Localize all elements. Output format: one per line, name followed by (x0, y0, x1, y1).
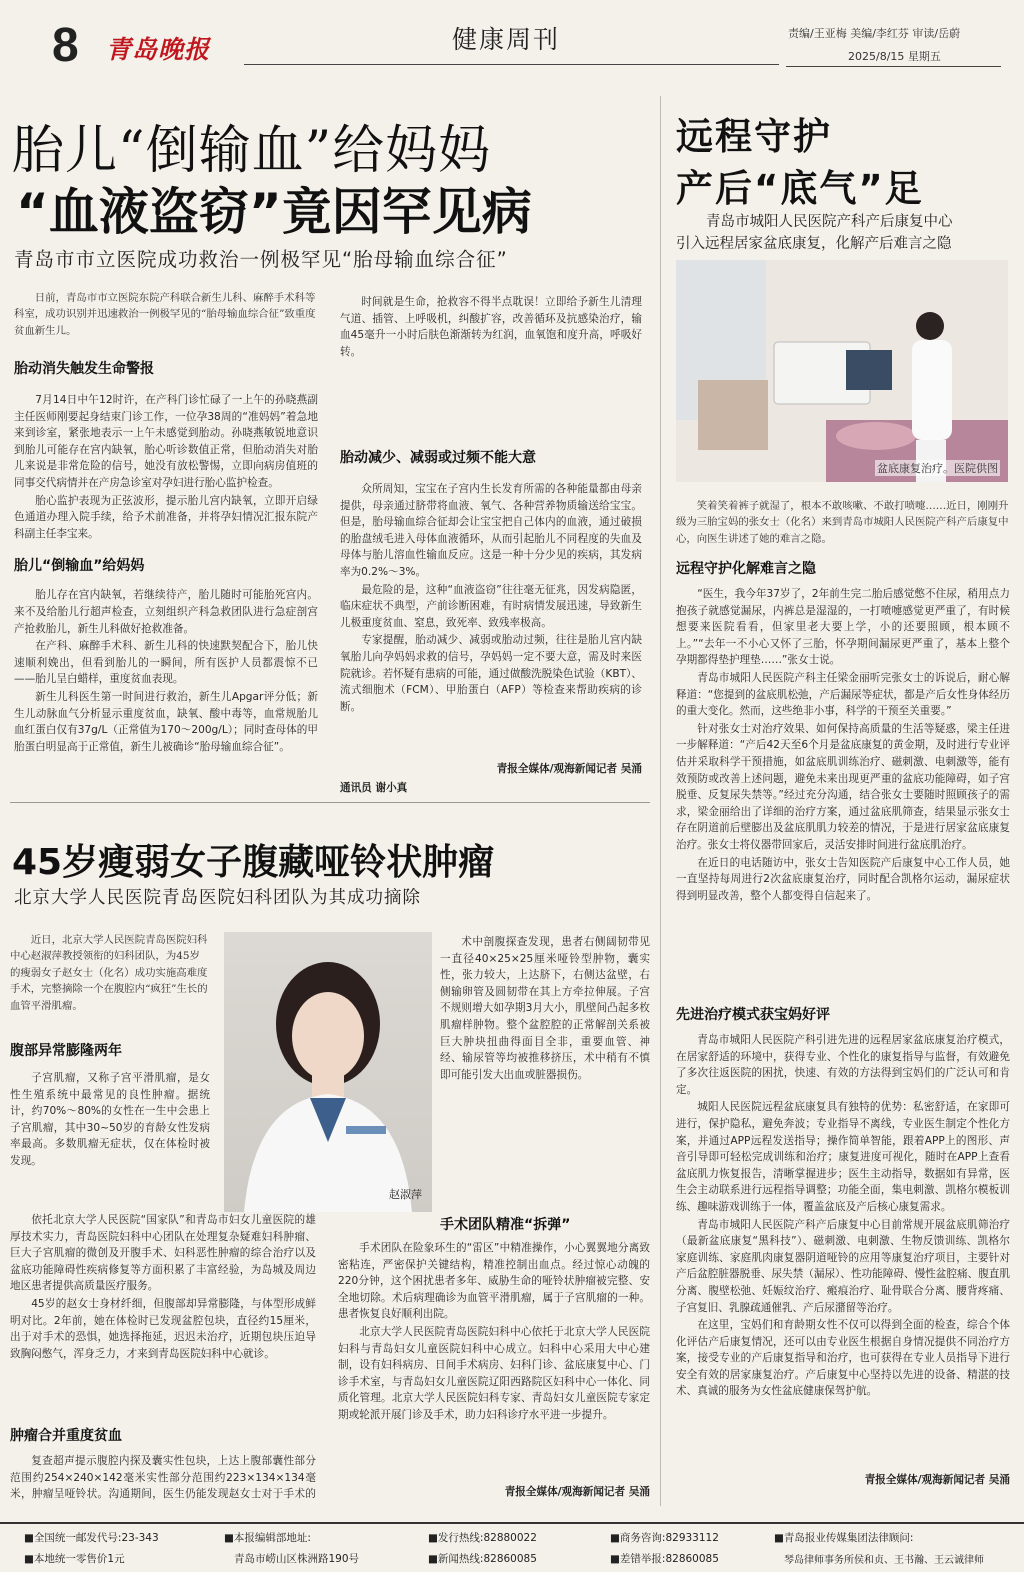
footer-item (224, 1530, 359, 1566)
article1-col2 (340, 294, 642, 794)
article1-byline-reporter: 青报全媒体/观海新闻记者 吴涌 (496, 763, 642, 775)
article3-section2-heading: 先进治疗模式获宝妈好评 (676, 1007, 830, 1023)
footer-rule (0, 1522, 1024, 1524)
article2-col2-wide (338, 1240, 650, 1502)
paragraph: 在产科、麻醉手术科、新生儿科的快速默契配合下，胎儿快速顺利娩出，但看到胎儿的一瞬间，所有医护人员都震惊不已——胎儿呈白蜡样，重度贫血表现。 (14, 640, 318, 686)
article1-section2-body (14, 587, 318, 756)
article2-section2-body (10, 1453, 316, 1500)
article3-section1-heading: 远程守护化解难言之隐 (676, 561, 816, 577)
footer-line: ■新闻热线:82860085 (428, 1553, 537, 1565)
footer-line: ■商务咨询:82933112 (610, 1532, 719, 1544)
article3-lead: 笑着笑着裤子就湿了，根本不敢咳嗽、不敢打喷嚏……近日，刚刚升级为三胎宝妈的张女士（化名）来到青岛市城阳人民医院产科产后康复中心，向医生讲述了她的难言之隐。 (676, 500, 1009, 545)
article2-section1-heading: 腹部异常膨隆两年 (10, 1043, 122, 1059)
column-divider (660, 96, 661, 1506)
article1-section2-heading: 胎儿“倒输血”给妈妈 (14, 558, 145, 575)
paragraph: 胎心监护表现为正弦波形，提示胎儿宫内缺氧，立即开启绿色通道办理入院手续，给予术前准备，并将孕妇情况汇报东院产科副主任李宝来。 (14, 494, 318, 540)
article1-bottom-rule (10, 802, 650, 803)
clinic-scene-illustration (676, 260, 1008, 482)
article1-section1-heading: 胎动消失触发生命警报 (14, 361, 154, 377)
article3-subtitle-line1: 青岛市城阳人民医院产科产后康复中心 (706, 214, 953, 230)
paragraph: 术中剖腹探查发现，患者右侧阔韧带见一直径40×25×25厘米哑铃型肿物，囊实性，张力较大，上达脐下，右侧达盆壁，右侧输卵管及圆韧带在其上方牵拉伸展。子宫不规则增大如孕期3月大小，肌壁间凸起多枚肌瘤样肿物。整个盆腔腔的正常解剖关系被巨大肿块扭曲得面目全非，重要血管、神经、输尿管等均被推移挤压，术中稍有不慎即可能引发大出血或脏器损伤。 (440, 936, 650, 1081)
paragraph: 城阳人民医院远程盆底康复具有独特的优势：私密舒适，在家即可进行，保护隐私，避免奔波；专业指导不离线，专业医生制定个性化方案，并通过APP远程发送指导；操作简单智能，跟着APP上的图形、声音引导即可轻松完成训练和治疗；康复进度可视化，随时在APP上查看盆底肌力恢复报告，清晰掌握进步；医生主动指导，数据如有异常，医生会主动联系进行远程指导调整；功能全面，集电刺激、凯格尔模板训练、趣味游戏训练于一体，覆盖盆底及产后核心康复需求。 (676, 1101, 1010, 1213)
footer-line: ■本报编辑部地址: (224, 1532, 311, 1544)
article1-title-line2: “血液盗窃”竟因罕见病 (16, 183, 532, 241)
paragraph: 依托北京大学人民医院“国家队”和青岛市妇女儿童医院的雄厚技术实力，青岛医院妇科中心团队在处理复杂疑难妇科肿瘤、巨大子宫肌瘤的微创及开腹手术、妇科恶性肿瘤的综合治疗以及盆底功能障碍性疾病修复等方面积累了丰富经验，为岛城及周边地区患者提供高质量医疗服务。 (10, 1214, 316, 1293)
article3-body (676, 498, 1010, 1504)
paragraph: 专家提醒，胎动减少、减弱或胎动过频，往往是胎儿宫内缺氧胎儿向孕妈妈求救的信号，孕妈妈一定不要大意，需及时来医院就诊。若怀疑有患病的可能，通过做酸洗脱染色试验（KBT）、流式细胞术（FCM）、甲胎蛋白（AFP）等检查来帮助疾病的诊断。 (340, 634, 642, 713)
pelvic-rehab-photo (676, 260, 1008, 482)
article3-section1-body (676, 586, 1010, 992)
footer-item (610, 1530, 719, 1566)
section-name: 健康周刊 (452, 25, 561, 54)
article2-lead: 近日，北京大学人民医院青岛医院妇科中心赵淑萍教授领衔的妇科团队，为45岁的瘦弱女子赵女士（化名）成功实施高难度手术，完整摘除一个在腹腔内“疯狂”生长的血管平滑肌瘤。 (10, 934, 208, 1012)
paragraph: 在近日的电话随访中，张女士告知医院产后康复中心工作人员，她一直坚持每周进行2次盆底康复治疗，同时配合凯格尔运动，漏尿症状得到明显改善，整个人都变得自信起来了。 (676, 856, 1010, 902)
portrait-caption: 赵淑萍 (389, 1188, 422, 1201)
footer-line: ■全国统一邮发代号:23-343 (24, 1532, 159, 1544)
article1-title-line1: 胎儿“倒输血”给妈妈 (12, 121, 492, 181)
article1-section3-heading: 胎动减少、减弱或过频不能大意 (340, 450, 536, 466)
paragraph: 青岛市城阳人民医院产科产后康复中心目前常规开展盆底肌筛治疗（最新盆底康复“黑科技”）、磁刺激、电刺激、生物反馈训练、凯格尔家庭训练、家庭肌肉康复器阴道哑铃的应用等康复治疗项目，主要针对产后盆腔脏器脱垂、尿失禁（漏尿）、性功能障碍、慢性盆腔痛、腹直肌分离、腹壁松弛、妊娠纹治疗、瘢痕治疗、耻骨联合分离、腰背疼痛、子宫复旧、乳腺疏通催乳、产后尿潴留等治疗。 (676, 1218, 1010, 1314)
paragraph: 在这里，宝妈们和育龄期女性不仅可以得到全面的检查，综合个体化评估产后康复情况，还可以由专业医生根据自身情况提供不同治疗方案，接受专业的产后康复指导和治疗，也可获得在专业人员指导下进行安全有效的居家康复治疗。产后康复中心坚持以先进的设备、精湛的技术、真诚的服务为女性盆底健康保驾护航。 (676, 1319, 1010, 1398)
article1-section3-body (340, 481, 642, 759)
article2-title: 45岁瘦弱女子腹藏哑铃状肿瘤 (12, 842, 495, 883)
article3-title-line1: 远程守护 (676, 115, 832, 158)
paragraph: 时间就是生命，抢救容不得半点耽误！立即给予新生儿清理气道、插管、上呼吸机，纠酸扩容，改善循环及抗感染治疗，输血45毫升一小时后肤色渐渐转为红润，血氧饱和度升高，呼吸好转。 (340, 296, 642, 358)
article1-byline-correspondent: 通讯员 谢小真 (340, 782, 408, 794)
article2-byline: 青报全媒体/观海新闻记者 吴涌 (504, 1486, 650, 1498)
footer-line: 青岛市崂山区株洲路190号 (234, 1553, 360, 1565)
article1-lead: 日前，青岛市市立医院东院产科联合新生儿科、麻醉手术科等科室，成功识别并迅速救治一例极罕见的“胎母输血综合征”致重度贫血新生儿。 (14, 292, 316, 337)
article3-title-line2: 产后“底气”足 (676, 167, 924, 210)
photo-caption: 盆底康复治疗。医院供图 (877, 462, 998, 475)
newspaper-logo: 青岛晚报 (106, 35, 211, 64)
page-number: 8 (52, 19, 79, 72)
paragraph: 众所周知，宝宝在子宫内生长发育所需的各种能量都由母亲提供，母亲通过脐带将血液、氧气、各种营养物质输送给宝宝。但是，胎母输血综合征却会让宝宝把自己体内的血液，通过破损的胎盘绒毛进入母体血液循环，从而引起胎儿不同程度的失血及母体与胎儿溶血性输血反应。这是一种十分少见的疾病，其发病率为0.2%～3%。 (340, 483, 642, 578)
paragraph: 胎儿存在宫内缺氧，若继续待产，胎儿随时可能胎死宫内。来不及给胎儿行超声检查，立刻组织产科急救团队进行急症剖宫产抢救胎儿，新生儿科做好抢救准备。 (14, 589, 318, 635)
paragraph: 最危险的是，这种“血液盗窃”往往毫无征兆，因发病隐匿，临床症状不典型，产前诊断困难，有时病情发展迅速，导致新生儿极重度贫血、窒息，致死率、致残率极高。 (340, 583, 642, 629)
article1-section1-body (14, 392, 318, 543)
footer-line: 琴岛律师事务所侯和贞、王书瀚、王云诚律师 (784, 1555, 984, 1566)
footer-line: ■差错举报:82860085 (610, 1553, 719, 1565)
article2-section2-body-cont (440, 934, 650, 1202)
article1-col1 (14, 290, 318, 795)
paragraph: 手术团队在险象环生的“雷区”中精准操作，小心翼翼地分离致密粘连，严密保护关键结构，精准控制出血点。经过惊心动魄的220分钟，这个困扰患者多年、威胁生命的哑铃状肿瘤被完整、安全地切除。术后病理确诊为血管平滑肌瘤，属于子宫肌瘤的一种。患者恢复良好顺利出院。 (338, 1242, 650, 1321)
paragraph: 子宫肌瘤，又称子宫平滑肌瘤，是女性生殖系统中最常见的良性肿瘤。据统计，约70%～80%的女性在一生中会患上子宫肌瘤，其中30~50岁的育龄女性发病率最高。多数肌瘤无症状，仅在体检时被发现。 (10, 1072, 210, 1167)
paragraph: 复查超声提示腹腔内探及囊实性包块，上达上腹部囊性部分范围约254×240×142毫米实性部分范围约223×134×134毫米，肿瘤呈哑铃状。沟通期间，医生仍能发现赵女士对于手术的 (10, 1455, 316, 1500)
article2-subtitle: 北京大学人民医院青岛医院妇科团队为其成功摘除 (14, 888, 421, 908)
paragraph: 北京大学人民医院青岛医院妇科中心依托于北京大学人民医院妇科与青岛妇女儿童医院妇科中心成立。妇科中心采用大中心建制，设有妇科病房、日间手术病房、妇科门诊、盆底康复中心、门诊手术室，与青岛妇女儿童医院辽阳西路院区妇科中心一体化、同质化管理。北京大学人民医院妇科专家、青岛妇女儿童医院专家定期或轮派开展门诊及手术，助力妇科诊疗水平进一步提升。 (338, 1325, 650, 1421)
footer-item (774, 1530, 984, 1566)
paragraph: 45岁的赵女士身材纤细，但腹部却异常膨隆，与体型形成鲜明对比。2年前，她在体检时已发现盆腔包块，直径约15厘米，出于对手术的恐惧，她选择拖延，迟迟未治疗，近期包块压迫导致胸闷憋气，浑身乏力，才来到青岛医院妇科中心就诊。 (10, 1297, 316, 1360)
article2-section2-heading: 肿瘤合并重度贫血 (10, 1428, 122, 1444)
issue-date: 2025/8/15 星期五 (848, 50, 941, 63)
article1-continued (340, 294, 642, 427)
article2-section1-body (10, 1070, 210, 1206)
editors-credit: 责编/王亚梅 美编/李红芬 审读/岳蔚 (788, 27, 961, 40)
paragraph: “医生，我今年37岁了，2年前生完二胎后感觉憋不住尿，稍用点力抱孩子就感觉漏尿，内裤总是湿湿的，一打喷嚏感觉更严重了，有时候想要来医院看看，但家里老大要上学，小的还要照顾，根本顾不上。”“去年一不小心又怀了三胎，怀孕期间漏尿更严重了，基本上整个孕期都得垫护理垫……”张女士说。 (676, 588, 1010, 667)
paragraph: 针对张女士对治疗效果、如何保持高质量的生活等疑惑，梁主任进一步解释道：“产后42天至6个月是盆底康复的黄金期，及时进行专业评估并采取科学干预措施，如盆底肌训练治疗、磁刺激、电刺激等，能有效预防或改善上述问题，避免未来出现更严重的盆底功能障碍，如子宫脱垂、反复尿失禁等。”经过充分沟通，结合张女士要随时照顾孩子的需求，梁金丽给出了详细的治疗方案，通过盆底肌筛查，结果显示张女士存在阴道前后壁膨出及盆底肌肌力较差的情况，于是进行居家盆底康复治疗。张女士将仪器带回家后，灵活安排时间进行盆底肌治疗。 (676, 722, 1010, 851)
footer-info-bar (24, 1530, 1014, 1570)
paragraph: 青岛市城阳人民医院产科引进先进的远程居家盆底康复治疗模式，在居家舒适的环境中，获得专业、个性化的康复指导与监督，有效避免了多次往返医院的困扰，快速、有效的方法得到宝妈们的广泛认可和肯定。 (676, 1034, 1010, 1096)
footer-item (428, 1530, 537, 1566)
header-rule-right (786, 66, 1001, 67)
footer-line: ■青岛报业传媒集团法律顾问: (774, 1532, 914, 1544)
header-rule (244, 64, 779, 65)
article3-section2-body (676, 1032, 1010, 1468)
article2-section1-body-cont (10, 1212, 316, 1417)
article2-col1 (10, 1040, 316, 1500)
article2-section3-heading: 手术团队精准“拆弹” (440, 1217, 571, 1233)
footer-line: ■本地统一零售价1元 (24, 1553, 125, 1565)
article3-subtitle-line2: 引入远程居家盆底康复，化解产后难言之隐 (676, 236, 952, 252)
article1-subtitle: 青岛市市立医院成功救治一例极罕见“胎母输血综合征” (14, 248, 508, 271)
paragraph: 7月14日中午12时许，在产科门诊忙碌了一上午的孙晓燕副主任医师刚要起身结束门诊工作，一位孕38周的“准妈妈”着急地来到诊室，紧张地表示一上午未感觉到胎动。孙晓燕敏锐地意识到胎儿可能存在宫内缺氧，胎心听诊数值正常，但胎动消失对胎儿来说是非常危险的信号，她没有放松警惕，立即向病房值班的同事交代病情并在产房急诊室对孕妇进行胎心监护检查。 (14, 394, 318, 489)
footer-line: ■发行热线:82880022 (428, 1532, 537, 1544)
article2-section3-body (338, 1240, 650, 1478)
article3-byline: 青报全媒体/观海新闻记者 吴涌 (864, 1474, 1010, 1486)
footer-item (24, 1530, 159, 1566)
paragraph: 青岛市城阳人民医院产科主任梁金丽听完张女士的诉说后，耐心解释道：“您提到的盆底肌松弛，产后漏尿等症状，都是产后女性身体经历的重大变化。然而，这些绝非小事，科学的干预至关重要。” (676, 671, 1010, 718)
paragraph: 新生儿科医生第一时间进行救治，新生儿Apgar评分低；新生儿动脉血气分析显示重度贫血，缺氧、酸中毒等，血常规胎儿血红蛋白仅有37g/L（正常值为170～200g/L）；同时查母体的甲胎蛋白明显高于正常值，新生儿被确诊“胎母输血综合征”。 (14, 690, 318, 753)
